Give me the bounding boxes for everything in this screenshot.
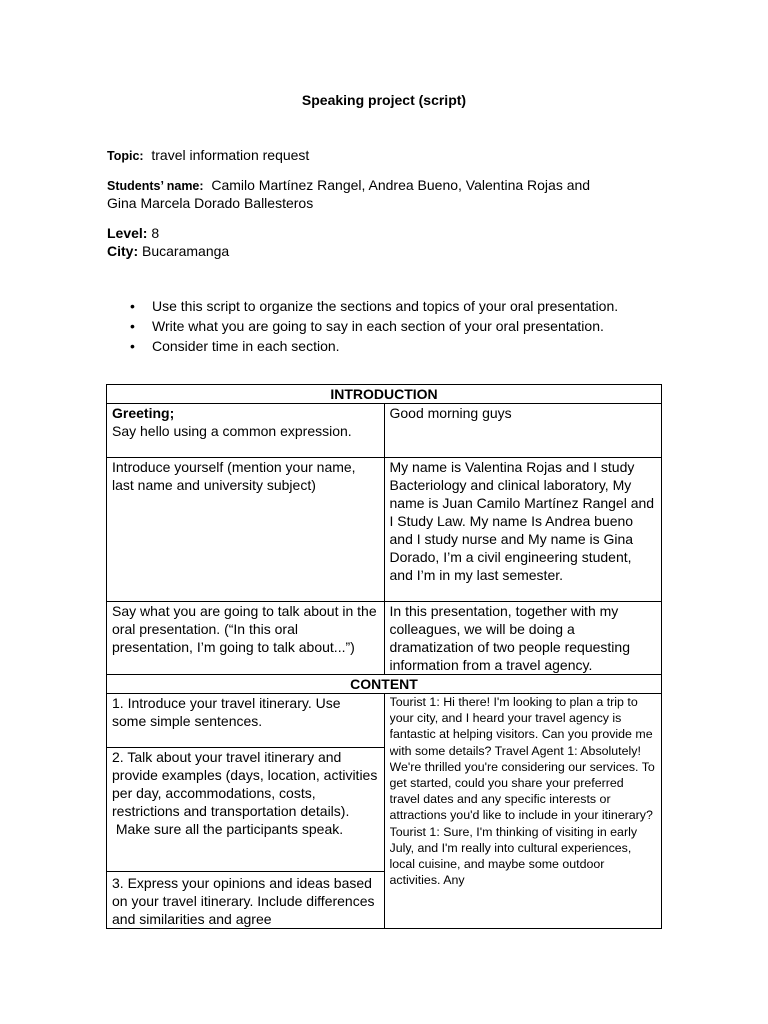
topic-answer: In this presentation, together with my colleagues, we will be doing a dramatization of two people requesting information from a travel agency. — [384, 602, 662, 675]
topic-label: Topic: — [107, 149, 144, 163]
instruction-item: • Write what you are going to say in each section of your oral presentation. — [130, 316, 618, 336]
instruction-item: • Use this script to organize the sections and topics of your oral presentation. — [130, 296, 618, 316]
introduce-prompt: Introduce yourself (mention your name, last name and university subject) — [107, 458, 385, 602]
content-header: CONTENT — [107, 675, 662, 694]
greeting-answer: Good morning guys — [384, 404, 662, 458]
level-line — [107, 224, 159, 242]
content-prompt-3: 3. Express your opinions and ideas based on your travel itinerary. Include differences and similarities and agree — [107, 872, 385, 929]
dialogue-cell — [384, 694, 662, 929]
city-value: Bucaramanga — [142, 243, 230, 259]
students-line-1 — [107, 176, 590, 195]
document-title: Speaking project (script) — [301, 92, 467, 108]
greeting-prompt — [107, 404, 385, 458]
introduction-header: INTRODUCTION — [107, 385, 662, 404]
instructions-list — [130, 296, 618, 356]
content-prompt-2-text: 2. Talk about your travel itinerary and provide examples (days, location, activities per day, accommodations, costs, restrictions and transportation details). — [112, 749, 378, 819]
topic-prompt: Say what you are going to talk about in the oral presentation. (“In this oral presentation, I’m going to talk about...”) — [107, 602, 385, 675]
dialogue-text: Tourist 1: Hi there! I'm looking to plan a trip to your city, and I heard your travel agency is fantastic at helping visitors. Can you provide me with some details? Travel Agent 1: Absolutely! We're thrilled you're considering our services. To get started, could you share your preferred travel dates and any specific interests or attractions you'd like to include in your itinerary? Tourist 1: Sure, I'm thinking of visiting in early July, and I'm really into cultural experiences, local cuisine, and maybe some outdoor activities. Any — [389, 695, 655, 888]
level-value: 8 — [151, 225, 160, 241]
students-label: Students’ name: — [107, 179, 204, 193]
greeting-instruction: Say hello using a common expression. — [112, 423, 352, 439]
greeting-label: Greeting; — [112, 405, 175, 421]
city-label: City: — [107, 243, 139, 259]
students-value-1: Camilo Martínez Rangel, Andrea Bueno, Valentina Rojas and — [211, 177, 591, 193]
topic-value: travel information request — [151, 147, 310, 163]
level-label: Level: — [107, 225, 148, 241]
content-prompt-2 — [107, 748, 385, 872]
introduce-answer: My name is Valentina Rojas and I study Bacteriology and clinical laboratory, My name is Juan Camilo Martínez Rangel and I Study Law. My name Is Andrea bueno and I study nurse and My name is Gina Dorado, I’m a civil engineering student, and I’m in my last semester. — [384, 458, 662, 602]
city-line — [107, 242, 229, 260]
content-prompt-1: 1. Introduce your travel itinerary. Use some simple sentences. — [107, 694, 385, 748]
script-table — [106, 384, 662, 929]
content-prompt-2-note: Make sure all the participants speak. — [112, 821, 344, 837]
topic-line — [107, 146, 309, 165]
instruction-item: • Consider time in each section. — [130, 336, 618, 356]
students-value-2: Gina Marcela Dorado Ballesteros — [107, 195, 314, 211]
